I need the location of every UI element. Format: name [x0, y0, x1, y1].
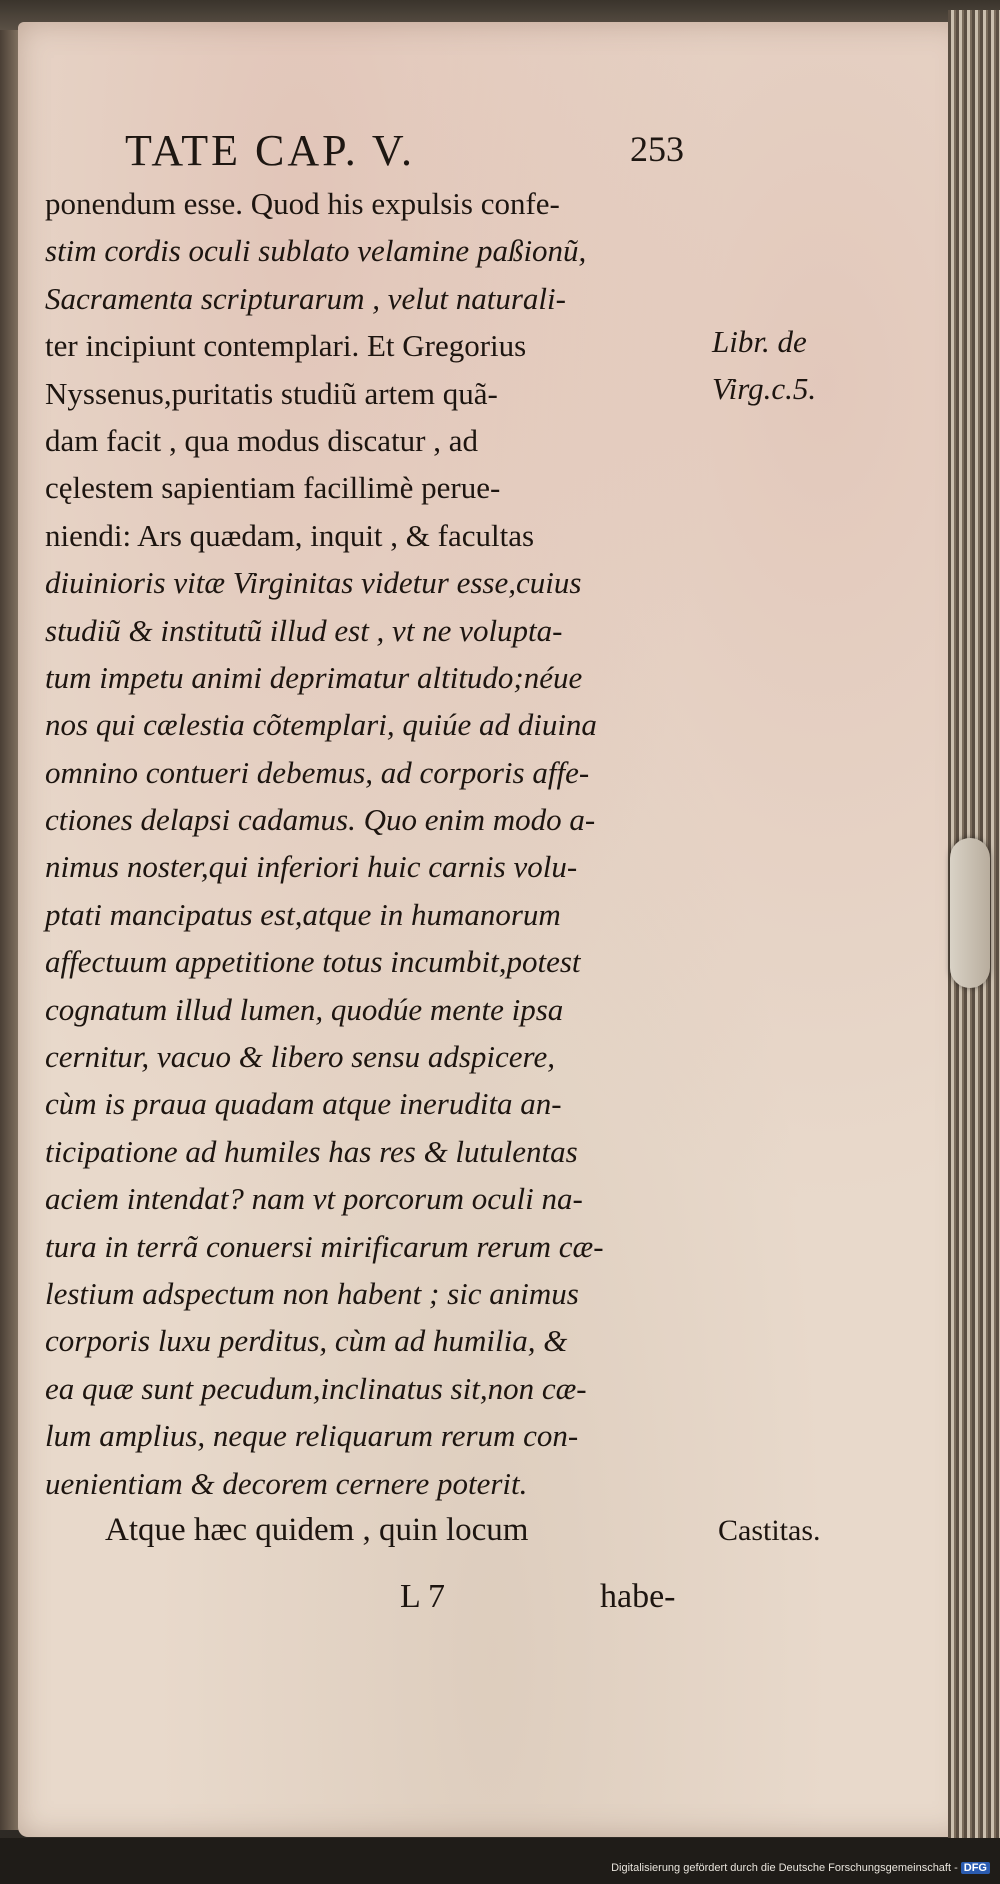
- text-line: ponendum esse. Quod his expulsis confe-: [45, 186, 560, 221]
- text-line: aciem intendat? nam vt porcorum oculi na-: [45, 1181, 583, 1217]
- text-line: nimus noster,qui inferiori huic carnis volu-: [45, 849, 578, 885]
- text-line: lum amplius, neque reliquarum rerum con-: [45, 1418, 579, 1454]
- credit-text: Digitalisierung gefördert durch die Deutsche Forschungsgemeinschaft -: [611, 1862, 958, 1874]
- text-line: cognatum illud lumen, quodúe mente ipsa: [45, 991, 564, 1027]
- book-clasp: [950, 838, 990, 988]
- text-line: affectuum appetitione totus incumbit,potest: [45, 944, 581, 980]
- text-line: uenientiam & decorem cernere poterit.: [45, 1465, 528, 1501]
- text-line: cùm is praua quadam atque inerudita an-: [45, 1086, 562, 1122]
- text-line: stim cordis oculi sublato velamine paßionũ,: [45, 233, 587, 269]
- running-head: TATE CAP. V.: [125, 126, 416, 175]
- text-line: lestium adspectum non habent ; sic animus: [45, 1275, 579, 1311]
- text-line: tum impetu animi deprimatur altitudo;néue: [45, 659, 583, 695]
- catchword: habe-: [600, 1578, 676, 1615]
- text-line: tura in terrã conuersi mirificarum rerum cæ-: [45, 1228, 604, 1264]
- text-line: ter incipiunt contemplari. Et Gregorius: [45, 328, 527, 364]
- text-line: diuinioris vitæ Virginitas videtur esse,cuius: [45, 565, 582, 601]
- text-line: ticipatione ad humiles has res & lutulentas: [45, 1133, 578, 1169]
- text-line: cernitur, vacuo & libero sensu adspicere,: [45, 1039, 555, 1075]
- text-line: Nyssenus,puritatis studiũ artem quã-: [45, 375, 498, 411]
- text-line: corporis luxu perditus, cùm ad humilia, &: [45, 1323, 568, 1359]
- scan-footer-band: [0, 1838, 1000, 1884]
- digitization-credit: [611, 1862, 990, 1874]
- margin-note-reference: Libr. de: [712, 324, 807, 359]
- body-text: [45, 180, 715, 1554]
- text-line: ctiones delapsi cadamus. Quo enim modo a-: [45, 802, 596, 838]
- text-line: niendi: Ars quædam, inquit , & facultas: [45, 517, 535, 553]
- text-line: omnino contueri debemus, ad corporis affe-: [45, 754, 590, 790]
- margin-note-castitas: Castitas.: [718, 1514, 821, 1547]
- text-line: ptati mancipatus est,atque in humanorum: [45, 896, 561, 932]
- text-line: cęlestem sapientiam facillimè perue-: [45, 470, 501, 506]
- dfg-logo: DFG: [961, 1862, 990, 1874]
- margin-note-reference-2: Virg.c.5.: [712, 371, 817, 406]
- text-line: studiũ & institutũ illud est , vt ne volupta-: [45, 612, 563, 648]
- text-line: dam facit , qua modus discatur , ad: [45, 422, 479, 458]
- closing-line: Atque hæc quidem , quin locum: [105, 1511, 529, 1548]
- text-line: Sacramenta scripturarum , velut naturali-: [45, 280, 566, 316]
- text-line: nos qui cælestia cõtemplari, quiúe ad diuina: [45, 707, 597, 743]
- text-line: ea quæ sunt pecudum,inclinatus sit,non cæ-: [45, 1370, 587, 1406]
- page-number: 253: [630, 129, 684, 169]
- signature-mark: L 7: [400, 1578, 446, 1615]
